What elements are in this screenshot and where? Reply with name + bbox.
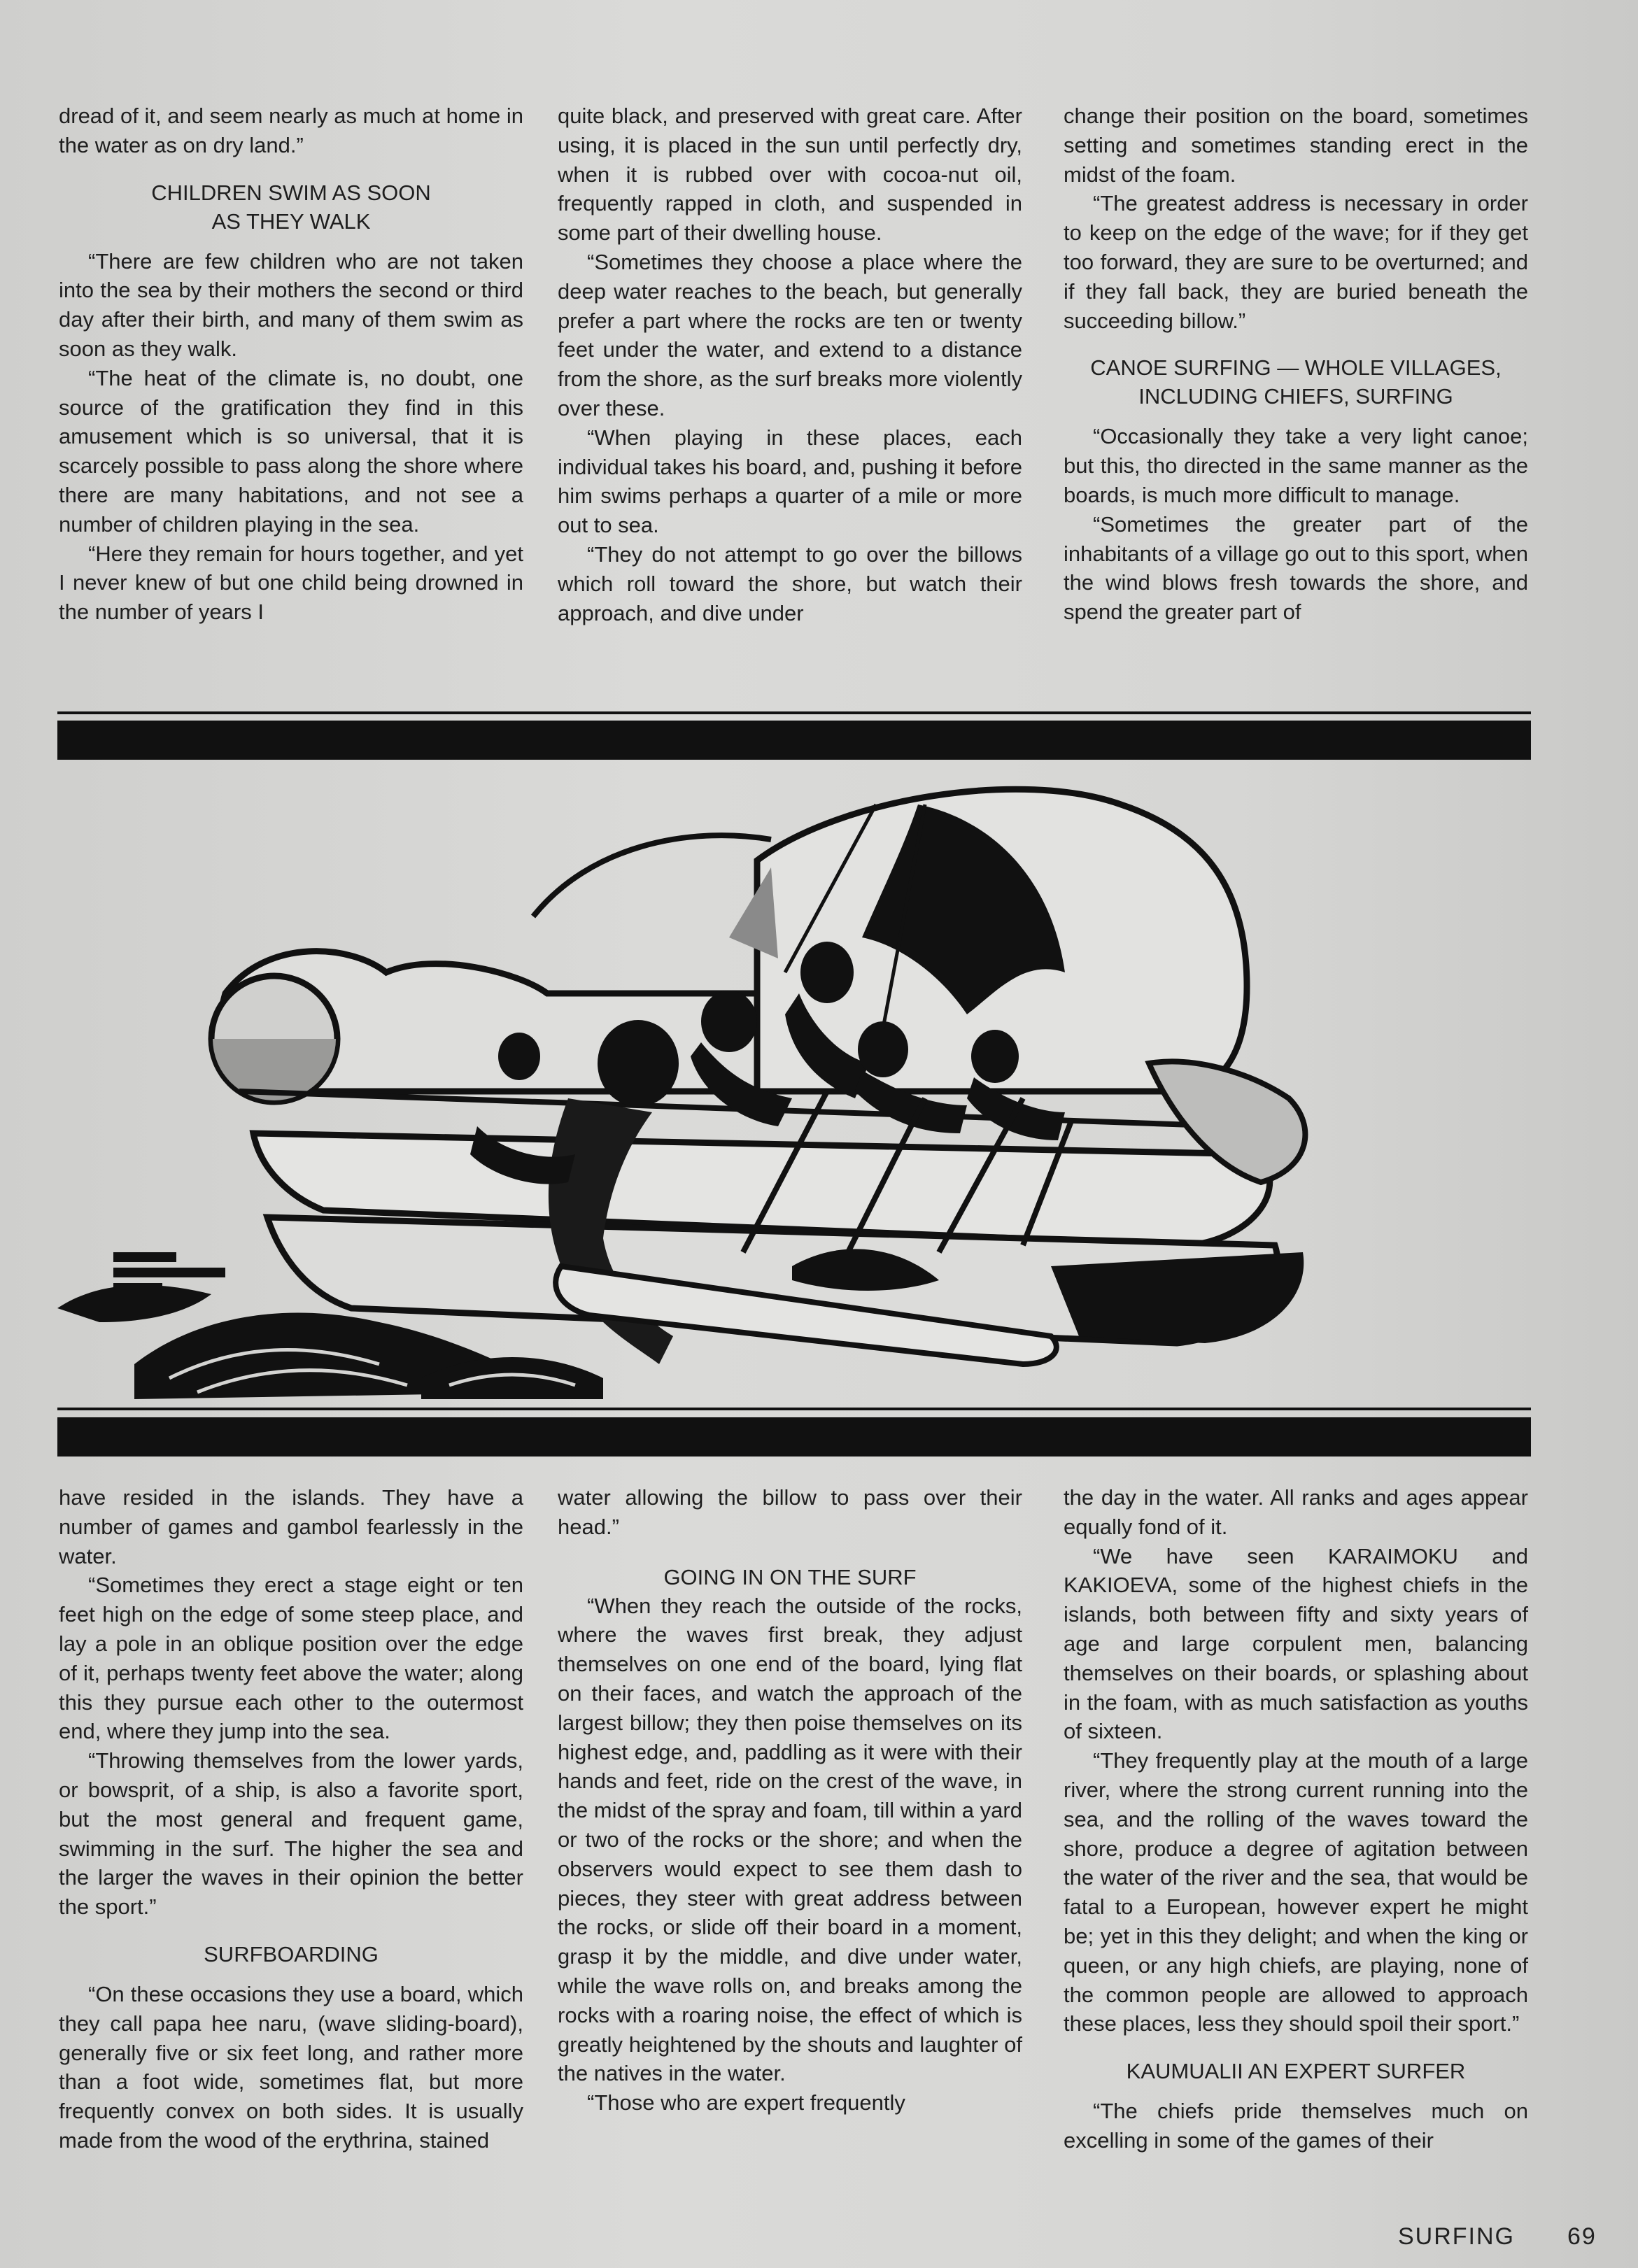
column-bottom-left [59, 1483, 523, 2155]
column-top-left [59, 101, 523, 627]
column-top-middle [558, 101, 1022, 628]
paragraph: “Those who are expert frequently [587, 2090, 905, 2115]
paragraph: “Occasionally they take a very light canoe; but this, tho directed in the same manner as the boards, is much more difficult to manage. [1064, 424, 1528, 507]
section-heading: KAUMUALII AN EXPERT SURFER [1126, 2059, 1466, 2084]
sail-curve [533, 835, 771, 916]
paragraph: “We have seen KARAIMOKU and KAKIOEVA, some of the highest chiefs in the islands, both between fifty and sixty years of age and large corpulent men, balancing themselves on their boards, or splashing about in the foam, with as much satisfaction as youths of sixteen. [1064, 1543, 1528, 1744]
paragraph: quite black, and preserved with great care. After using, it is placed in the sun until perfectly dry, when it is rubbed over with cocoa-nut oil, frequently rapped in cloth, and suspended in some part of their dwelling house. [558, 104, 1022, 246]
section-heading: SURFBOARDING [204, 1941, 379, 1966]
paragraph: “The greatest address is necessary in order to keep on the edge of the wave; for if they get too forward, they are sure to be overturned; and if they fall back, they are buried beneath the succeeding billow.” [1064, 191, 1528, 333]
paragraph: “Throwing themselves from the lower yards, or bowsprit, of a ship, is also a favorite sport, but the most general and frequent game, swimming in the surf. The higher the sea and the larger the waves in their opinion the better the sport.” [59, 1748, 523, 1920]
paragraph: the day in the water. All ranks and ages appear equally fond of it. [1064, 1485, 1528, 1539]
paragraph: have resided in the islands. They have a number of games and gambol fearlessly in the water. [59, 1485, 523, 1568]
paragraph: “On these occasions they use a board, which they call papa hee naru, (wave sliding-board), generally five or six feet long, and rather more than a foot wide, sometimes flat, but more frequently convex on both sides. It is usually made from the wood of the erythrina, stained [59, 1981, 523, 2153]
paragraph: “Sometimes they choose a place where the deep water reaches to the beach, but generally prefer a part where the rocks are ten or twenty feet under the water, and extend to a distance from the shore, as the surf breaks more violently over these. [558, 249, 1022, 420]
paragraph: “There are few children who are not taken into the sea by their mothers the second or third day after their birth, and many of them swim as soon as they walk. [59, 248, 523, 361]
divider-bar [57, 721, 1531, 760]
paragraph: “They frequently play at the mouth of a large river, where the strong current running into the sea, and the rolling of the waves toward the shore, produce a degree of agitation between the water of the river and the sea, that would be fatal to a European, however expert he might be; yet in this they delight; and when the king or queen, or any high chiefs, are playing, none of the common people are allowed to approach these places, less they should spoil their sport.” [1064, 1748, 1528, 2036]
section-heading: CHILDREN SWIM AS SOON AS THEY WALK [151, 180, 431, 234]
column-top-right [1064, 101, 1528, 627]
column-bottom-right [1064, 1483, 1528, 2155]
magazine-name: SURFING [1398, 2223, 1515, 2250]
divider-rule [57, 1408, 1531, 1410]
paragraph: “Sometimes they erect a stage eight or ten feet high on the edge of some steep place, and lay a pole in an oblique position over the edge of it, perhaps twenty feet above the water; along this they pursue each other to the outermost end, where they jump into the sea. [59, 1573, 523, 1744]
paragraph: “They do not attempt to go over the billows which roll toward the shore, but watch their approach, and dive under [558, 541, 1022, 625]
section-heading: GOING IN ON THE SURF [663, 1564, 917, 1589]
section-heading: CANOE SURFING — WHOLE VILLAGES, INCLUDING CHIEFS, SURFING [1090, 355, 1502, 409]
canoe-hull-dark [1051, 1252, 1304, 1343]
gray-sail-shade [729, 867, 778, 958]
paragraph: “Sometimes the greater part of the inhabitants of a village go out to this sport, when the wind blows fresh towards the shore, and spend the greater part of [1064, 511, 1528, 625]
divider-rule [57, 711, 1531, 714]
divider-bar [57, 1417, 1531, 1457]
paragraph: water allowing the billow to pass over their head.” [558, 1485, 1022, 1539]
paragraph: dread of it, and seem nearly as much at home in the water as on dry land.” [59, 104, 523, 157]
column-bottom-middle [558, 1483, 1022, 2118]
paragraph: “The heat of the climate is, no doubt, one source of the gratification they find in this amusement which is so universal, that it is scarcely possible to pass along the shore where there are many habitations, and not see a number of children playing in the sea. [59, 365, 523, 537]
paragraph: “Here they remain for hours together, and yet I never knew of but one child being drowned in the number of years I [59, 541, 523, 625]
paragraph: change their position on the board, sometimes setting and sometimes standing erect in the midst of the foam. [1064, 104, 1528, 187]
page-number: 69 [1567, 2223, 1597, 2250]
paragraph: “When playing in these places, each individual takes his board, and, pushing it before him swims perhaps a quarter of a mile or more out to sea. [558, 425, 1022, 538]
paragraph: “When they reach the outside of the rocks, where the waves first break, they adjust themselves on one end of the board, lying flat on their faces, and watch the approach of the largest billow; they then poise themselves on its highest edge, and, paddling as it were with their hands and feet, ride on the crest of the wave, in the midst of the spray and foam, till within a yard or two of the rocks or the shore; and when the observers would expect to see them dash to pieces, they steer with great address between the rocks, or slide off their board in a moment, grasp it by the middle, and dive under water, while the wave rolls on, and breaks among the rocks with a roaring noise, the effect of which is greatly heightened by the shouts and laughter of the natives in the water. [558, 1593, 1022, 2086]
canoe-surfing-illustration [57, 763, 1531, 1406]
paragraph: “The chiefs pride themselves much on excelling in some of the games of their [1064, 2099, 1528, 2153]
